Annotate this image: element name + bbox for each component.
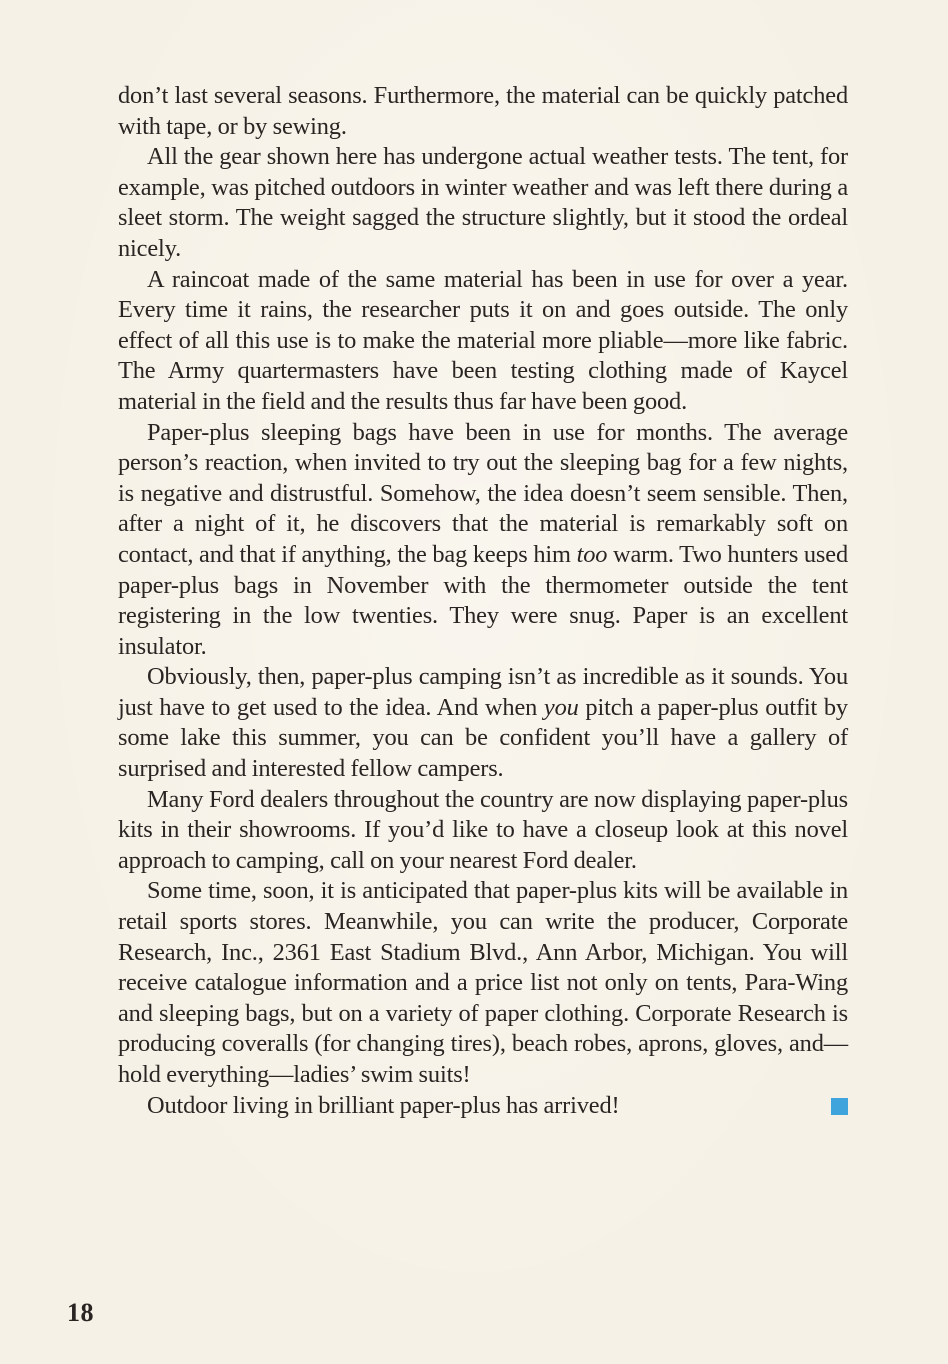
- paragraph-ford-dealers: Many Ford dealers throughout the country are now displaying paper-plus kits in their showrooms. If you’d like to have a closeup look at this novel approach to camping, call on your nearest Ford dealer.: [118, 785, 848, 874]
- obviously-text-start: Obviously, then, paper-plus camping isn’t as incredible as it sounds. You just have to get used to the idea. And when: [118, 663, 848, 721]
- paragraph-closing: [118, 1091, 848, 1122]
- emphasis-you: you: [543, 693, 579, 721]
- paragraph-raincoat: A raincoat made of the same material has been in use for over a year. Every time it rains, the researcher puts it on and goes outside. The only effect of all this use is to make the material more pliable—more like fabric. The Army quartermasters have been testing clothing made of Kaycel material in the field and the results thus far have been good.: [118, 265, 848, 415]
- paragraph-obviously: [118, 662, 848, 784]
- closing-text: Outdoor living in brilliant paper-plus has arrived!: [147, 1091, 620, 1119]
- paragraph-continued: don’t last several seasons. Furthermore, the material can be quickly patched with tape, or by sewing.: [118, 82, 848, 140]
- obviously-text-end: pitch a paper-plus outfit by some lake this summer, you can be confident you’ll have a gallery of surprised and interested fellow campers.: [118, 693, 848, 783]
- sleeping-bags-text-start: Paper-plus sleeping bags have been in use for months. The average person’s reaction, when invited to try out the sleeping bag for a few nights, is negative and distrustful. Somehow, the idea doesn’t seem sensible. Then, after a night of it, he discovers that the material is remarkably soft on contact, and that if anything, the bag keeps him: [118, 418, 848, 568]
- emphasis-too: too: [576, 540, 608, 568]
- paragraph-weather-tests: All the gear shown here has undergone actual weather tests. The tent, for example, was pitched outdoors in winter weather and was left there during a sleet storm. The weight sagged the structure slightly, but it stood the ordeal nicely.: [118, 143, 848, 262]
- sleeping-bags-text-end: warm. Two hunters used paper-plus bags in November with the thermometer outside the tent registering in the low twenties. They were snug. Paper is an excellent insulator.: [118, 540, 848, 660]
- paragraph-retail-stores: Some time, soon, it is anticipated that paper-plus kits will be available in retail sports stores. Meanwhile, you can write the producer, Corporate Research, Inc., 2361 East Stadium Blvd., Ann Arbor, Michigan. You will receive catalogue information and a price list not only on tents, Para-Wing and sleeping bags, but on a variety of paper clothing. Corporate Research is producing coveralls (for changing tires), beach robes, aprons, gloves, and—hold everything—ladies’ swim suits!: [118, 877, 848, 1088]
- paragraph-sleeping-bags: [118, 418, 848, 663]
- page-number: 18: [67, 1298, 94, 1327]
- article-body: [118, 81, 848, 1121]
- end-of-article-mark-icon: [831, 1098, 848, 1115]
